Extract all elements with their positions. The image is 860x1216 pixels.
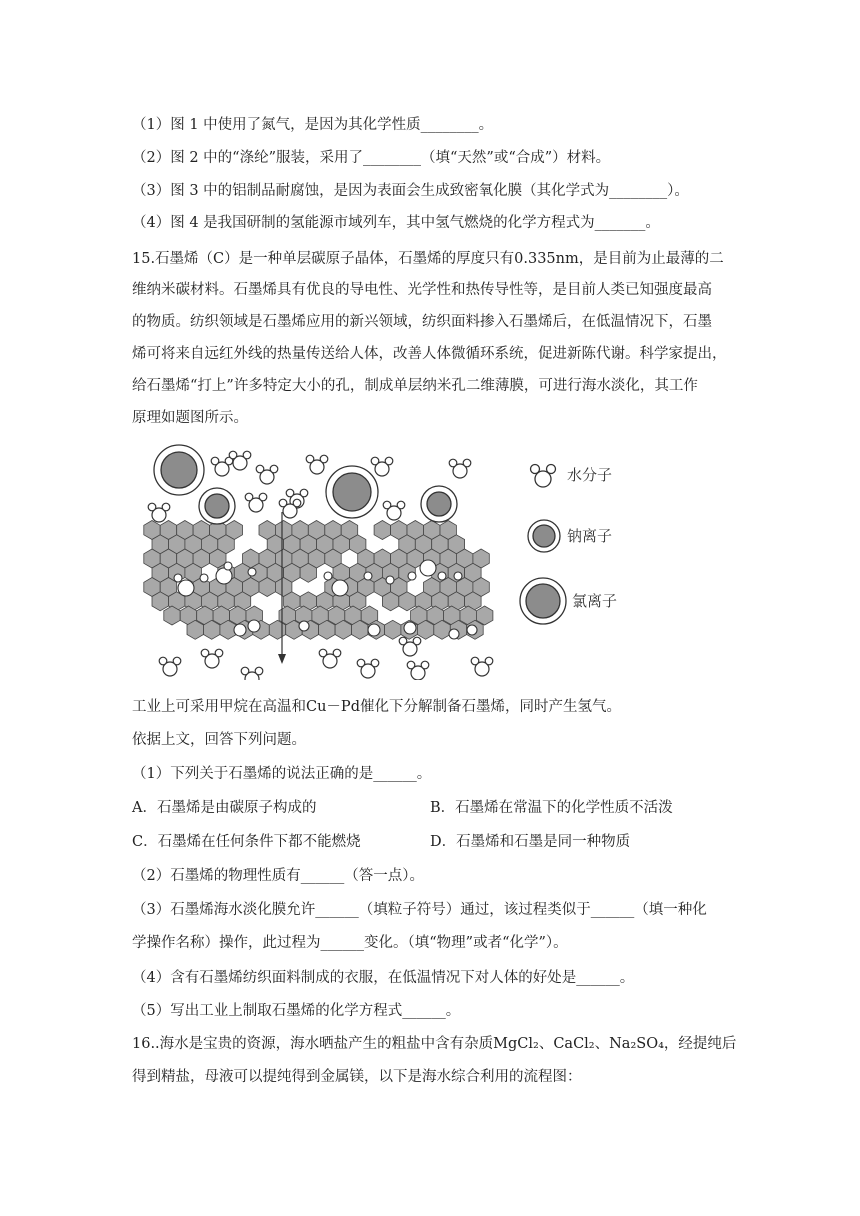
- legend-water-label: 水分子: [567, 466, 613, 484]
- q14-part3: （3）图 3 中的铝制品耐腐蚀，是因为表面会生成致密氧化膜（其化学式为________）。: [132, 183, 689, 199]
- prompt-text: 依据上文，回答下列问题。: [132, 732, 306, 748]
- q15-intro-line1: 15.石墨烯（C）是一种单层碳原子晶体，石墨烯的厚度只有0.335nm，是目前为止最薄的二: [132, 251, 724, 267]
- graphene-hexagon: [399, 592, 416, 611]
- chloride-ion-icon: [518, 576, 568, 626]
- water-in-pore: [200, 574, 208, 582]
- graphene-hexagon: [434, 620, 451, 639]
- sodium-ion-icon: [526, 518, 562, 554]
- water-molecule: [211, 457, 233, 476]
- option-c: C．石墨烯在任何条件下都不能燃烧: [132, 834, 361, 850]
- water-molecule: [256, 465, 278, 484]
- water-molecule: [471, 657, 493, 676]
- graphene-hexagon: [152, 592, 169, 611]
- graphene-hexagon: [319, 620, 336, 639]
- water-in-pore: [224, 562, 232, 570]
- water-molecule: [306, 455, 328, 474]
- water-in-pore: [216, 568, 232, 584]
- water-in-pore: [248, 568, 256, 576]
- q14-part2: （2）图 2 中的“涤纶”服装，采用了________（填“天然”或“合成”）材料。: [132, 150, 611, 166]
- water-molecule: [245, 493, 267, 512]
- graphene-hexagon: [300, 563, 316, 582]
- graphene-hexagon: [187, 620, 204, 639]
- water-molecule: [399, 637, 421, 656]
- water-in-pore: [178, 580, 194, 596]
- q15-sub1: （1）下列关于石墨烯的说法正确的是______。: [132, 766, 432, 782]
- chloride-ion: [326, 466, 378, 518]
- q16-line2: 得到精盐，母液可以提纯得到金属镁，以下是海水综合利用的流程图：: [132, 1069, 582, 1085]
- legend-chloride-label: 氯离子: [572, 592, 618, 610]
- water-in-pore: [408, 572, 416, 580]
- option-b: B．石墨烯在常温下的化学性质不活泼: [430, 800, 673, 816]
- water-molecule: [357, 659, 379, 678]
- water-in-pore: [368, 624, 380, 636]
- water-in-pore: [364, 572, 372, 580]
- q15-sub3-line1: （3）石墨烯海水淡化膜允许______（填粒子符号）通过，该过程类似于______（填一种化: [132, 902, 707, 918]
- water-molecule: [319, 649, 341, 668]
- water-in-pore: [420, 560, 436, 576]
- water-molecule: [371, 457, 393, 476]
- graphene-hexagon: [382, 592, 398, 611]
- water-molecule: [201, 649, 223, 668]
- graphene-hexagon: [417, 620, 433, 639]
- graphene-hexagon: [352, 620, 369, 639]
- q15-intro-line3: 的物质。纺织领域是石墨烯应用的新兴领域，纺织面料掺入石墨烯后，在低温情况下，石墨: [132, 314, 712, 330]
- q15-intro-line2: 维纳米碳材料。石墨烯具有优良的导电性、光学性和热传导性等，是目前人类已知强度最高: [132, 282, 712, 298]
- water-in-pore: [454, 572, 462, 580]
- q15-intro-line4: 烯可将来自远红外线的热量传送给人体，改善人体微循环系统，促进新陈代谢。科学家提出，: [132, 346, 727, 362]
- q15-sub4: （4）含有石墨烯纺织面料制成的衣服，在低温情况下对人体的好处是______。: [132, 970, 635, 986]
- option-a: A．石墨烯是由碳原子构成的: [132, 800, 317, 816]
- q15-intro-line5: 给石墨烯“打上”许多特定大小的孔，制成单层纳米孔二维薄膜，可进行海水淡化，其工作: [132, 378, 698, 394]
- q14-part4: （4）图 4 是我国研制的氢能源市域列车，其中氢气燃烧的化学方程式为_______。: [132, 215, 660, 231]
- water-molecule: [159, 657, 181, 676]
- water-in-pore: [234, 624, 246, 636]
- graphene-hexagon: [335, 620, 351, 639]
- q15-sub3-line2: 学操作名称）操作，此过程为______变化。（填“物理”或者“化学”）。: [132, 935, 568, 951]
- water-molecule: [148, 503, 170, 522]
- water-in-pore: [449, 629, 459, 639]
- water-molecule: [383, 501, 405, 520]
- flow-arrow-head: [278, 654, 286, 664]
- water-in-pore: [438, 572, 446, 580]
- water-in-pore: [174, 574, 182, 582]
- option-d: D．石墨烯和石墨是同一种物质: [430, 834, 631, 850]
- graphene-hexagon: [374, 521, 391, 540]
- water-molecule: [407, 661, 429, 680]
- q16-line1: 16..海水是宝贵的资源，海水晒盐产生的粗盐中含有杂质MgCl₂、CaCl₂、Na₂SO₄，经提纯后: [132, 1036, 737, 1052]
- graphene-hexagon: [269, 620, 285, 639]
- q14-part1: （1）图 1 中使用了氮气，是因为其化学性质________。: [132, 117, 494, 133]
- graphene-hexagon: [385, 620, 401, 639]
- desalination-figure: [142, 440, 502, 680]
- water-in-pore: [248, 620, 260, 632]
- industry-text: 工业上可采用甲烷在高温和Cu－Pd催化下分解制备石墨烯，同时产生氢气。: [132, 699, 621, 715]
- q15-intro-line6: 原理如题图所示。: [132, 410, 248, 426]
- water-in-pore: [386, 576, 394, 584]
- water-in-pore: [404, 622, 416, 634]
- sodium-ion: [421, 486, 457, 522]
- q15-sub2: （2）石墨烯的物理性质有______（答一点）。: [132, 868, 424, 884]
- water-molecule: [241, 667, 263, 680]
- legend-sodium-label: 钠离子: [567, 527, 613, 545]
- chloride-ion: [154, 445, 204, 495]
- water-in-pore: [299, 621, 309, 631]
- water-molecule-icon: [528, 461, 558, 491]
- sodium-ion: [199, 488, 235, 524]
- q15-sub5: （5）写出工业上制取石墨烯的化学方程式______。: [132, 1003, 461, 1019]
- water-in-pore: [467, 625, 477, 635]
- graphene-hexagon: [204, 620, 220, 639]
- water-in-pore: [332, 580, 348, 596]
- water-molecule: [449, 459, 471, 478]
- water-in-pore: [324, 572, 332, 580]
